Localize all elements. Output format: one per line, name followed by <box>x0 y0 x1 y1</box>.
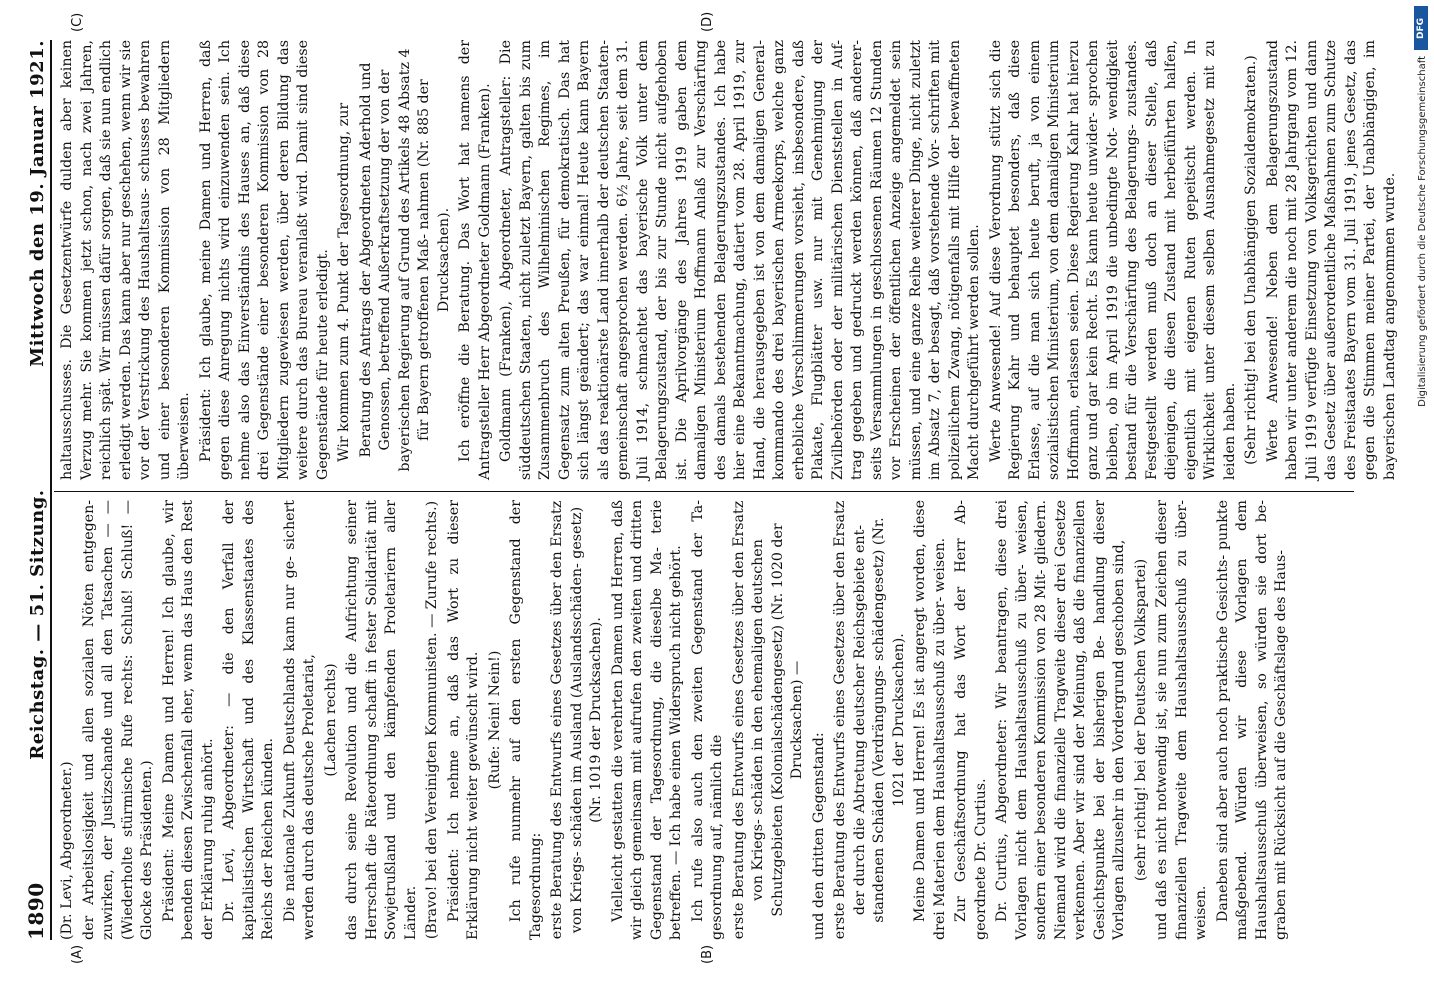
header-rule <box>50 40 52 940</box>
paragraph: das durch seine Revolution und die Aufrichtung seiner Herrschaft die Räteordnung schafft in fester Solidarität mit Sowjetrußland und den kämpfenden Proletariern aller Länder. <box>344 500 419 940</box>
paragraph: Präsident: Ich glaube, meine Damen und Herren, daß gegen diese Anregung nichts wird einzuwenden sein. Ich nehme also das Einverständnis des Hauses an, daß diese drei Gegenstände einer besonderen Kommission von 28 Mitgliedern zugewiesen werden, über deren Bildung das weitere durch das Bureau veranlaßt wird. Damit sind diese Gegenstände für heute erledigt. <box>197 40 331 480</box>
session-date: Mittwoch den 19. Januar 1921. <box>27 40 48 367</box>
dfg-logo: DFG <box>1414 6 1428 50</box>
paragraph: Dr. Levi, Abgeordneter: — die den Verfall der kapitalistischen Wirtschaft und des Klassenstaates des Reichs der Reichen künden. <box>221 500 276 940</box>
dfg-credit-text: Digitalisierung gefördert durch die Deutsche Forschungsgemeinschaft <box>1417 56 1428 407</box>
paragraph: und den dritten Gegenstand: <box>810 732 827 940</box>
paragraph: Präsident: Meine Damen und Herren! Ich glaube, wir beenden diesen Zwischenfall eher, wenn das Haus den Rest der Erklärung ruhig anhört. <box>160 500 216 940</box>
paragraph: Die nationale Zukunft Deutschlands kann nur ge- sichert werden durch das deutsche Proletariat, <box>281 500 317 940</box>
paragraph: (Lachen rechts) <box>322 663 339 777</box>
paragraph: haltausschusses. Die Gesetzentwürfe dulden aber keinen Verzug mehr. Sie kommen jetzt schon, nach zwei Jahren, reichlich spät. Wir müssen dafür sorgen, daß sie nun endlich erledigt werden. Das kann aber nur geschehen, wenn wir sie vor der Verstrickung des Haushaltsaus- schusses bewahren und einer besonderen Kommission von 28 Mitgliedern überweisen. <box>59 40 192 480</box>
page-number: 1890 <box>24 882 48 940</box>
paragraph: Werte Anwesende! Neben dem Belagerungszustand haben wir unter anderem die noch mit 28 Jahrgang vom 12. Juli 1919 verfügte Einsetzung von Volksgerichten und dann das Gesetz über außerordentliche Maßnahmen zum Schutze des Freistaates Bayern vom 31. Juli 1919, jenes Gesetz, das gegen die Stimmen meiner Partei, der Unabhängigen, im bayerischen Landtag angenommen wurde. <box>1264 40 1398 480</box>
paragraph: Beratung des Antrags der Abgeordneten Aderhold und Genossen, betreffend Außerkraftsetzung der von der bayerischen Regierung auf Grund des Artikels 48 Absatz 4 für Bayern getroffenen Maß- nahmen (Nr. 885 der Drucksachen). <box>357 48 452 472</box>
paragraph: und daß es nicht notwendig ist, sie nun zum Zeichen dieser finanziellen Tragweite dem Haushaltsausschuß zu über- weisen. <box>1154 500 1209 940</box>
page-header <box>8 40 48 940</box>
paragraph: erste Beratung des Entwurfs eines Gesetzes über den Ersatz der durch die Abtretung deutscher Reichsgebiete ent- standenen Schäden (Verdrängungs- schädengesetz) (Nr. 1021 der Drucksachen). <box>832 500 907 940</box>
paragraph: Ich eröffne die Beratung. Das Wort hat namens der Antragsteller Herr Abgeordneter Goldmann (Franken). <box>457 40 493 480</box>
paragraph: Werte Anwesende! Auf diese Verordnung stützt sich die Regierung Kahr und behauptet besonders, daß diese Erlasse, auf die man sich heute beruft, ja von einem sozialistischen Ministerium, von dem damaligen Ministerium Hoffmann, erlassen seien. Diese Regierung Kahr hat hierzu ganz und gar kein Recht. Es kann heute unwider- sprochen bleiben, ob im April 1919 die unbedingte Not- wendigkeit bestand für die Verschärfung des Belagerungs- zustandes. Festgestellt werden muß doch an dieser Stelle, daß diejenigen, die diesen Zustand mit herbeiführten halfen, eigentlich mit eigenen Ruten gepeitscht werden. In Wirklichkeit unter diesem selben Ausnahmegesetz mit zu leiden haben. <box>987 40 1238 480</box>
left-column <box>58 500 1358 940</box>
paragraph: (Bravo! bei den Vereinigten Kommunisten. — Zurufe rechts.) <box>424 500 440 940</box>
right-column <box>58 40 1398 480</box>
paragraph: (Sehr richtig! bei den Unabhängigen Sozialdemokraten.) <box>1243 55 1259 465</box>
paragraph: Wir kommen zum 4. Punkt der Tagesordnung, zur <box>336 102 352 462</box>
margin-marker-c: (C) <box>70 12 85 32</box>
dfg-sidebar <box>1410 6 1430 996</box>
paragraph: Ich rufe nunmehr auf den ersten Gegenstand der Tagesordnung: <box>508 500 544 940</box>
paragraph: der Arbeitslosigkeit und allen sozialen Nöten entgegen- zuwirken, der Justizschande und all den Tatsachen — — (Wiederholte stürmische Rufe rechts: Schluß! Schluß! — Glocke des Präsidenten.) <box>80 500 155 940</box>
paragraph: Daneben sind aber auch noch praktische Gesichts- punkte maßgebend. Würden wir diese Vorlagen dem Haushaltsausschuß überweisen, so würden sie dort be- graben mit Rücksicht auf die Geschäftslage des Haus- <box>1214 500 1289 940</box>
paragraph: (sehr richtig! bei der Deutschen Volkspartei) <box>1132 558 1149 882</box>
paragraph: Dr. Curtius, Abgeordneter: Wir beantragen, diese drei Vorlagen nicht dem Haushaltsausschuß zu über- weisen, sondern einer besonderen Kommission von 28 Mit- gliedern. Niemand wird die finanzielle Tragweite dieser drei Gesetze verkennen. Aber wir sind der Meinung, daß die finanziellen Gesichtspunkte bei der bisherigen Be- handlung dieser Vorlagen allzusehr in den Vordergrund geschoben sind, <box>994 500 1127 940</box>
margin-marker-b: (B) <box>700 944 715 964</box>
paragraph: (Rufe: Nein! Nein!) <box>486 650 503 790</box>
paragraph: Vielleicht gestatten die verehrten Damen und Herren, daß wir gleich gemeinsam mit aufrufen den zweiten und dritten Gegenstand der Tagesordnung, die dieselbe Ma- terie betreffen. — Ich habe einen Widerspruch nicht gehört. <box>609 500 684 940</box>
paragraph: Meine Damen und Herren! Es ist angeregt worden, diese drei Materien dem Haushaltsausschuß zu über- weisen. <box>912 500 948 940</box>
paragraph: Ich rufe also auch den zweiten Gegenstand der Ta- gesordnung auf, nämlich die <box>689 500 725 940</box>
margin-marker-a: (A) <box>70 944 85 964</box>
paragraph: Präsident: Ich nehme an, daß das Wort zu dieser Erklärung nicht weiter gewünscht wird. <box>445 500 481 940</box>
paragraph: erste Beratung des Entwurfs eines Gesetzes über den Ersatz von Kriegs- schäden im Ausland (Auslandsschäden- gesetz) (Nr. 1019 der Drucksachen). <box>549 500 604 940</box>
page-title: Reichstag. — 51. Sitzung. <box>27 489 48 760</box>
column-divider <box>54 491 1354 492</box>
paragraph: Goldmann (Franken), Abgeordneter, Antragsteller: Die süddeutschen Staaten, nicht zuletzt Bayern, galten bis zum Zusammenbruch des Wilhelminischen Regimes, im Gegensatz zum alten Preußen, für demokratisch. Das hat sich längst geändert; das war einmal! Heute kann Bayern als das reaktionärste Land innerhalb der deutschen Staaten- gemeinschaft angesprochen werden. 6½ Jahre, seit dem 31. Juli 1914, schmachtet das bayerische Volk unter dem Belagerungszustand, der bis zur Stunde nicht aufgehoben ist. Die Aprilvorgänge des Jahres 1919 gaben dem damaligen Ministerium Hoffmann Anlaß zur Verschärfung des damals bestehenden Belagerungszustandes. Ich habe hier eine Bekanntmachung, datiert vom 28. April 1919, zur Hand, die herausgegeben ist von dem damaligen General- kommando des drei bayerischen Armeekorps, welche ganz erhebliche Verschlimmerungen vorsieht, insbesondere, daß Plakate, Flugblätter usw. nur mit Genehmigung der Zivilbehörden oder der militärischen Dienststellen in Auf- trag gegeben und gedruckt werden können, daß anderer- seits Versammlungen in geschlossenen Räumen 12 Stunden vor Erscheinen der öffentlichen Anzeige angemeldet sein müssen, und eine ganze Reihe weiterer Dinge, nicht zuletzt im Absatz 7, der besagt, daß vorstehende Vor- schriften mit polizeilichem Zwang, nötigenfalls mit Hilfe der bewaffneten Macht durchgeführt werden sollen. <box>498 40 982 480</box>
margin-marker-d: (D) <box>700 11 715 32</box>
paragraph: (Dr. Levi, Abgeordneter.) <box>59 761 75 940</box>
paragraph: erste Beratung des Entwurfs eines Gesetzes über den Ersatz von Kriegs- schäden in den ehemaligen deutschen Schutzgebieten (Kolonialschädengesetz) (Nr. 1020 der Drucksachen) — <box>730 500 805 940</box>
paragraph: Zur Geschäftsordnung hat das Wort der Herr Ab- geordnete Dr. Curtius. <box>953 500 989 940</box>
